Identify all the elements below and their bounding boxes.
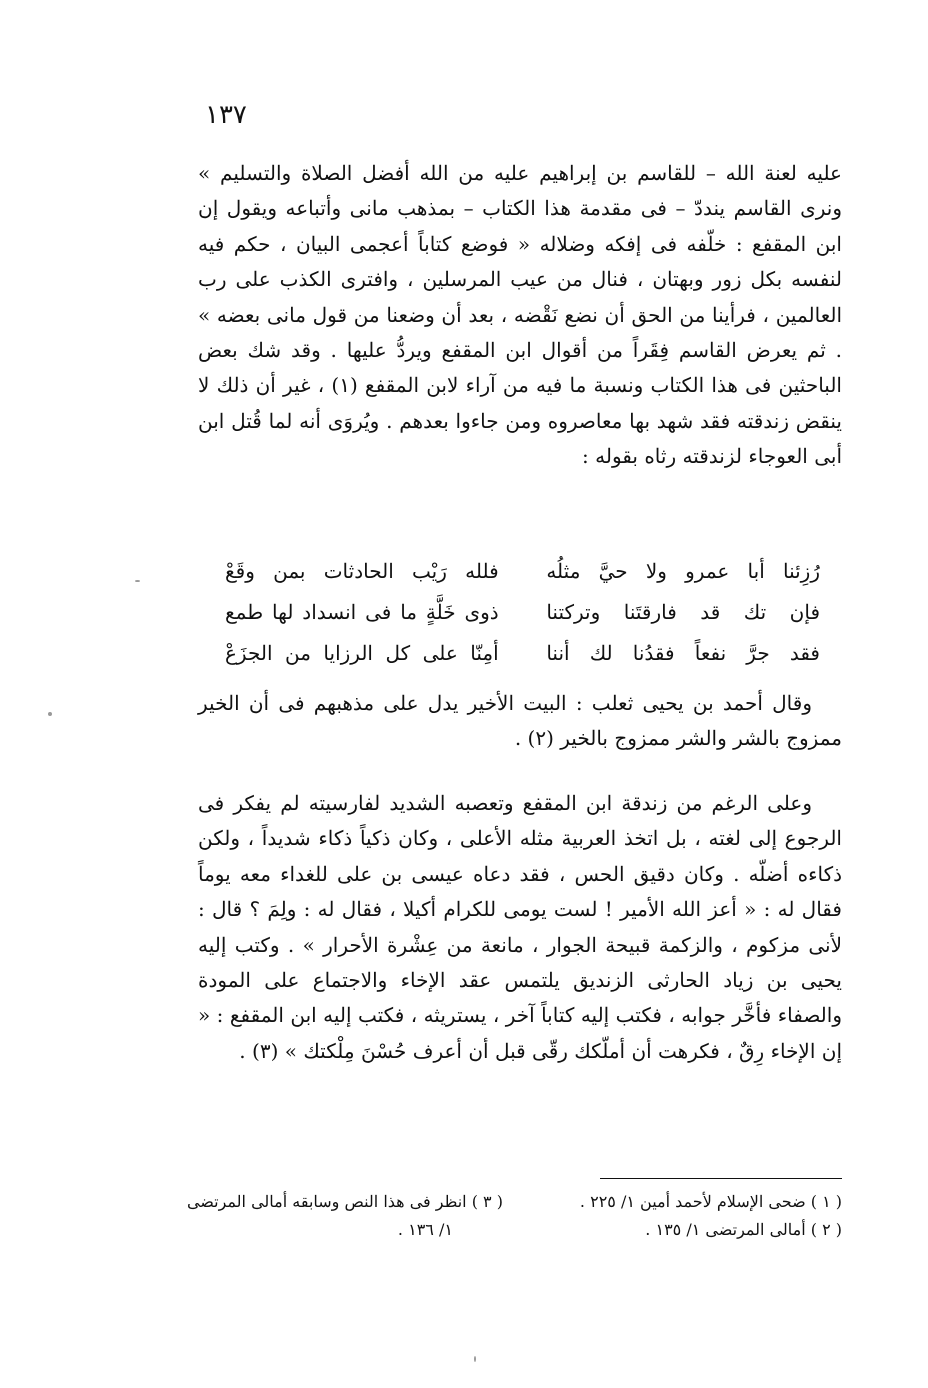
intro-text: عليه لعنة الله – للقاسم بن إبراهيم عليه من الله أفضل الصلاة والتسليم » ونرى القاسم ينددّ – فى مقدمة هذا الكتاب – بمذهب مانى وأتباعه ويقول إن ابن المقفع : خلّفه فى إفكه وضلاله « فوضع كتاباً أعجمى البيان ، حكم فيه لنفسه بكل زور وبهتان ، فنال من عيب المرسلين ، وافترى الكذب على رب العالمين ، فرأينا من الحق أن نضع نَقْضه ، بعد أن وضعنا من قول مانى بعضه » . ثم يعرض القاسم فِقَراً من أقوال ابن المقفع ويردُّ عليها . وقد شك بعض الباحثين فى هذا الكتاب ونسبة ما فيه من آراء لابن المقفع (١) ، غير أن ذلك لا ينقض زندقته فقد شهد بها معاصروه ومن جاءوا بعدهم . ويُروَى أنه لما قُتل ابن أبى العوجاء لزندقته رثاه بقوله : (198, 161, 842, 469)
after-poem-text: وقال أحمد بن يحيى ثعلب : البيت الأخير يدل على مذهبهم فى أن الخير ممزوج بالشر والشر ممزوج بالخير (٢) . (198, 691, 842, 751)
poem (225, 551, 820, 674)
poem-verse (225, 592, 820, 633)
page-number: ١٣٧ (205, 100, 247, 130)
footnote-2: ( ٢ ) أمالى المرتضى ١/ ١٣٥ . (645, 1220, 842, 1239)
main-paragraph (198, 786, 842, 1069)
footnotes-left-column (186, 1188, 503, 1244)
verse-second-hemistich: أمِنّا على كل الرزايا من الجزَعْ (225, 641, 499, 665)
verse-first-hemistich: فإن تك قد فارقتَنا وتركتنا (546, 600, 820, 624)
verse-second-hemistich: فلله رَيْب الحادثات بمن وقَعْ (225, 559, 499, 583)
footnote-1: ( ١ ) ضحى الإسلام لأحمد أمين ١/ ٢٢٥ . (579, 1192, 842, 1211)
footnote-divider (600, 1178, 842, 1179)
verse-first-hemistich: فقد جرَّ نفعاً فقدُنا لك أننا (546, 641, 820, 665)
footnote-3: ( ٣ ) انظر فى هذا النص وسابقه أمالى المرتضى (186, 1192, 503, 1211)
scan-speck (474, 1356, 476, 1362)
scan-speck (135, 580, 140, 582)
after-poem-paragraph (198, 686, 842, 757)
poem-verse (225, 551, 820, 592)
main-paragraph-text: وعلى الرغم من زندقة ابن المقفع وتعصبه الشديد لفارسيته لم يفكر فى الرجوع إلى لغته ، بل اتخذ العربية مثله الأعلى ، وكان ذكياً ذكاء شديداً ، ولكن ذكاءه أضلّه . وكان دقيق الحس ، فقد دعاه عيسى بن على للغداء معه يوماً فقال له : « أعز الله الأمير ! لست يومى للكرام أكيلا ، فقال له : ولِمَ ؟ قال : لأنى مزكوم ، والزكمة قبيحة الجوار ، مانعة من عِشْرة الأحرار » . وكتب إليه يحيى بن زياد الحارثى الزنديق يلتمس عقد الإخاء والاجتماع على المودة والصفاء فأخَّر جوابه ، فكتب إليه كتاباً آخر ، يستريثه ، فكتب إليه ابن المقفع : « إن الإخاء رِقٌ ، فكرهت أن أملّكك رقّى قبل أن أعرف حُسْنَ مِلْكتك » (٣) . (198, 791, 842, 1063)
footnotes (186, 1188, 842, 1244)
footnote-3-continued: ١/ ١٣٦ . (397, 1220, 453, 1239)
scan-speck (48, 712, 52, 716)
intro-paragraph (198, 156, 842, 475)
verse-second-hemistich: ذوى خَلَّةٍ ما فى انسداد لها طمع (225, 600, 499, 624)
footnotes-right-column (529, 1188, 842, 1244)
poem-verse (225, 633, 820, 674)
verse-first-hemistich: رُزِئنا أبا عمرو ولا حيَّ مثلُه (546, 559, 820, 583)
